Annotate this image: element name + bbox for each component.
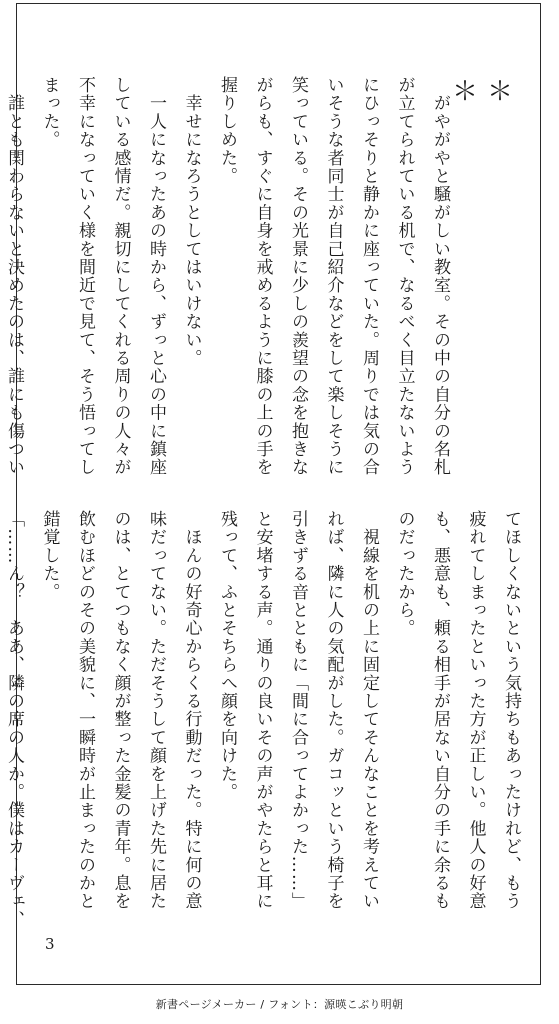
text-column: 笑っている。その光景に少しの羨望の念を抱きな (288, 76, 308, 477)
text-column: がらも、すぐに自身を戒めるように膝の上の手を (252, 76, 273, 477)
text-column: 幸せになろうとしてはいけない。 (181, 76, 202, 368)
text-column (493, 76, 529, 456)
text-column: 「……ん？ ああ、隣の席の人か。僕はカーヴェ、 (4, 510, 24, 929)
footer-credit: 新書ページメーカー / フォント：源暎こぶり明朝 (155, 998, 404, 1011)
text-column: 誰とも関わらないと決めたのは、誰にも傷つい (4, 76, 24, 477)
text-column: が立てられている机で、なるべく目立たないよう (394, 76, 415, 477)
text-column: 不幸になっていく様を間近で見て、そう悟ってし (75, 76, 95, 477)
text-column: 味だってない。ただそうして顔を上げた先に居た (146, 510, 166, 911)
text-column: 錯覚した。 (39, 510, 60, 601)
text-column: 飲むほどのその美貌に、一瞬時が止まったのかと (75, 510, 95, 911)
upper-text-block (0, 76, 528, 477)
section-break-asterisk: ＊ (452, 77, 479, 107)
text-column: 握りしめた。 (217, 76, 237, 186)
text-column: 一人になったあの時から、ずっと心の中に鎮座 (146, 76, 166, 477)
text-column: のは、とてつもなく顔が整った金髪の青年。息を (110, 510, 131, 911)
text-column: てほしくないという気持ちもあったけれど、もう (501, 510, 521, 911)
text-column: いそうな者同士が自己紹介などをして楽しそうに (323, 76, 344, 477)
text-column: と安堵する声。通りの良いその声がやたらと耳に (252, 510, 273, 911)
text-column: も、悪意も、頼る相手が居ない自分の手に余るも (430, 510, 450, 911)
text-column: れば、隣に人の気配がした。ガコッという椅子を (323, 510, 344, 911)
page-number: 3 (45, 935, 55, 953)
section-break-asterisk: ＊ (487, 77, 514, 107)
text-column: 視線を机の上に固定してそんなことを考えてい (359, 510, 379, 911)
text-column: がやがやと騒がしい教室。その中の自分の名札 (430, 76, 450, 477)
text-column: まった。 (39, 76, 60, 149)
lower-text-block (0, 510, 528, 929)
text-column: 残って、ふとそちらへ顔を向けた。 (217, 510, 237, 802)
text-column: している感情だ。親切にしてくれる周りの人々が (110, 76, 131, 477)
text-column: 疲れてしまったといった方が正しい。他人の好意 (465, 510, 486, 911)
text-column: 引きずる音とともに「間に合ってよかった……」 (288, 510, 308, 911)
text-column: にひっそりと静かに座っていた。周りでは気の合 (359, 76, 379, 477)
text-column: ほんの好奇心からくる行動だった。特に何の意 (181, 510, 202, 911)
text-column (457, 76, 493, 456)
text-column: のだったから。 (394, 510, 415, 638)
